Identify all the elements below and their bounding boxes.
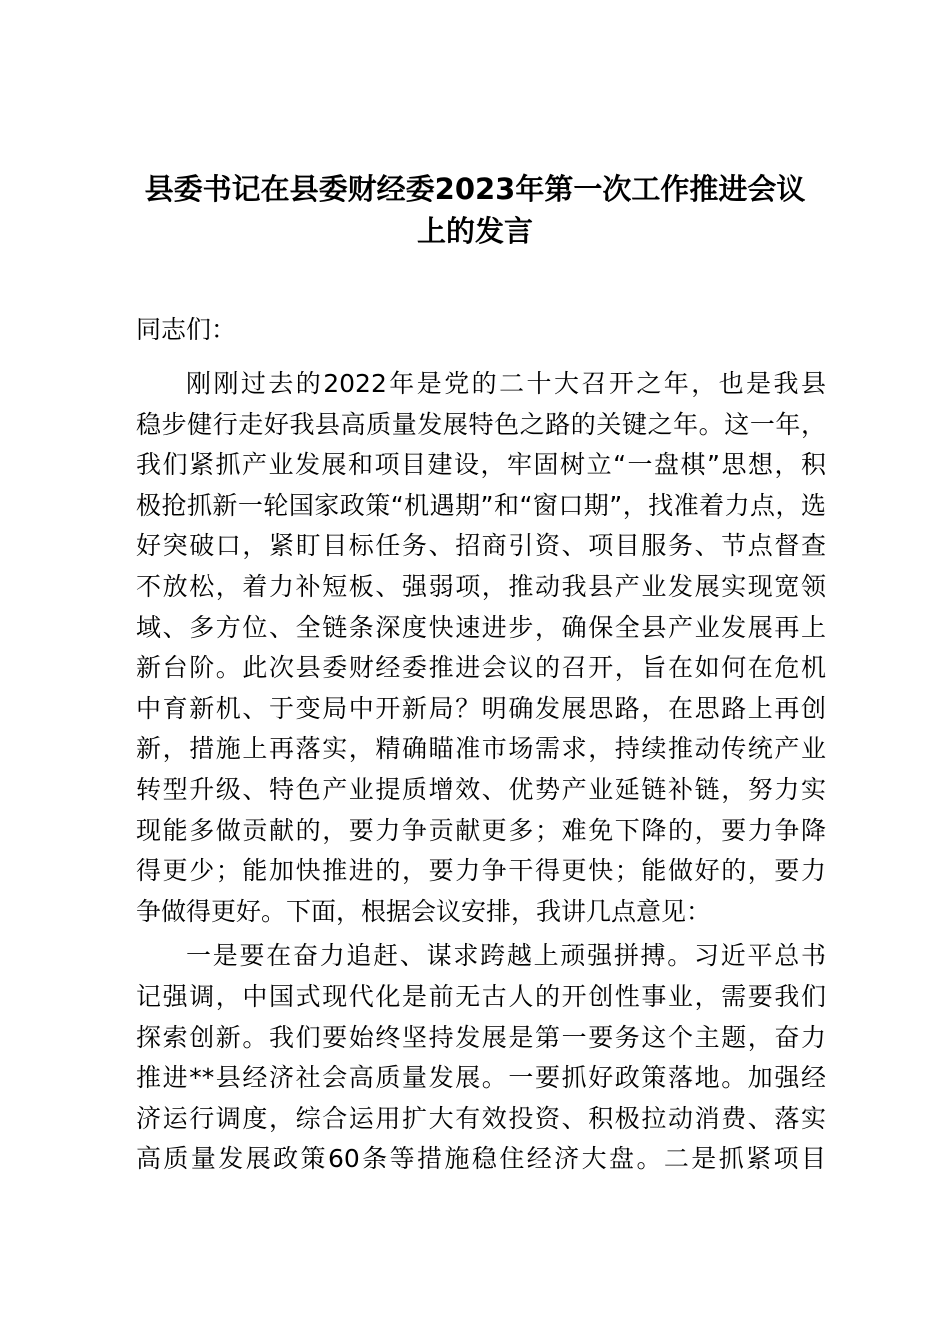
paragraph-1	[136, 364, 826, 932]
paragraph-line: 得更少；能加快推进的，要力争干得更快；能做好的，要力	[136, 856, 826, 886]
paragraph-line: 新台阶。此次县委财经委推进会议的召开，旨在如何在危机	[136, 653, 826, 683]
paragraph-line: 争做得更好。下面，根据会议安排，我讲几点意见：	[136, 896, 712, 926]
paragraph-line: 我们紧抓产业发展和项目建设，牢固树立“一盘棋”思想，积	[136, 450, 826, 480]
salutation: 同志们：	[136, 315, 237, 344]
paragraph-line: 不放松，着力补短板、强弱项，推动我县产业发展实现宽领	[136, 571, 826, 601]
paragraph-line: 域、多方位、全链条深度快速进步，确保全县产业发展再上	[136, 612, 826, 642]
title-line-2: 上的发言	[416, 214, 533, 248]
paragraph-line: 刚刚过去的2022年是党的二十大召开之年，也是我县	[186, 369, 826, 398]
paragraph-line: 推进**县经济社会高质量发展。一要抓好政策落地。加强经	[136, 1063, 826, 1093]
title-line-1: 县委书记在县委财经委2023年第一次工作推进会议	[144, 172, 806, 206]
paragraph-line: 高质量发展政策60条等措施稳住经济大盘。二是抓紧项目	[136, 1144, 826, 1174]
paragraph-line: 好突破口，紧盯目标任务、招商引资、项目服务、节点督查	[136, 531, 826, 561]
paragraph-line: 极抢抓新一轮国家政策“机遇期”和“窗口期”，找准着力点，选	[136, 490, 826, 520]
paragraph-2	[136, 936, 826, 1180]
paragraph-line: 现能多做贡献的，要力争贡献更多；难免下降的，要力争降	[136, 815, 826, 845]
paragraph-line: 转型升级、特色产业提质增效、优势产业延链补链，努力实	[136, 774, 826, 804]
paragraph-line: 稳步健行走好我县高质量发展特色之路的关键之年。这一年，	[136, 409, 826, 439]
paragraph-line: 中育新机、于变局中开新局？明确发展思路，在思路上再创	[136, 693, 826, 723]
paragraph-line: 新，措施上再落实，精确瞄准市场需求，持续推动传统产业	[136, 734, 826, 764]
document-title	[100, 168, 850, 252]
paragraph-line: 记强调，中国式现代化是前无古人的开创性事业，需要我们	[136, 981, 826, 1011]
document-body	[136, 308, 826, 1184]
paragraph-line: 探索创新。我们要始终坚持发展是第一要务这个主题，奋力	[136, 1022, 826, 1052]
paragraph-line: 一是要在奋力追赶、谋求跨越上顽强拼搏。习近平总书	[186, 941, 826, 971]
paragraph-line: 济运行调度，综合运用扩大有效投资、积极拉动消费、落实	[136, 1103, 826, 1133]
